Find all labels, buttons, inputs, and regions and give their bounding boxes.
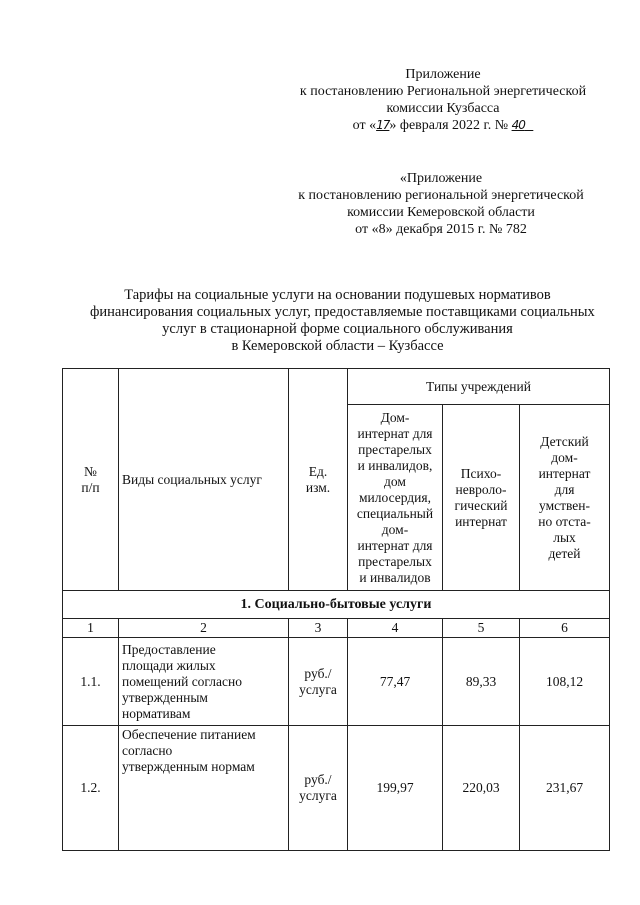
attachment-date-line [285,117,601,134]
header-line: Психо- [460,465,502,481]
header-line: невроло- [455,481,507,497]
header-num [63,369,119,591]
row-value-type1: 199,97 [348,726,443,851]
header-num-line: п/п [81,479,100,495]
service-line: утвержденным [122,689,208,705]
service-line: Предоставление [122,641,216,657]
header-line: специальный [356,505,434,521]
header-line: интернат для [357,425,433,441]
header-line: дом [384,473,406,489]
title-line-2: финансирования социальных услуг, предоставляемые поставщиками социальных [90,304,595,320]
service-line: утвержденным нормам [122,759,255,774]
unit-line: руб./ [304,665,332,681]
header-line: лых [553,529,576,545]
header-line: интернат для [357,537,433,553]
row-service [119,638,289,726]
header-unit [289,369,348,591]
header-unit-line: изм. [305,479,331,495]
unit-line: услуга [299,681,337,697]
header-line: Детский [540,433,589,449]
header-unit-line: Ед. [308,463,328,479]
row-num: 1.2. [63,726,119,851]
attachment-old-resolution: к постановлению региональной энергетической [298,188,584,203]
section-heading: 1. Социально-бытовые услуги [63,591,610,619]
title-line-3: услуг в стационарной форме социального обслуживания [162,321,513,337]
date-rest: » февраля 2022 г. № [389,118,512,133]
header-line: гический [454,497,508,513]
row-unit [289,638,348,726]
date-prefix: от « [352,118,377,133]
unit-line: руб./ [304,772,332,787]
service-line: площади жилых [122,657,216,673]
handwritten-day: 17 [376,118,390,132]
service-line: согласно [122,743,173,758]
header-line: милосердия, [359,489,431,505]
header-line: но отста- [538,513,591,529]
attachment-old-date: от «8» декабря 2015 г. № 782 [355,222,527,237]
attachment-old-commission: комиссии Кемеровской области [347,205,535,220]
handwritten-doc-number: 40 [511,118,525,132]
header-line: интернат [538,465,591,481]
row-value-type3: 108,12 [520,638,610,726]
attachment-commission: комиссии Кузбасса [386,101,500,116]
header-type-children-home [520,405,610,591]
row-num: 1.1. [63,638,119,726]
row-unit [289,726,348,851]
title-line-1: Тарифы на социальные услуги на основании подушевых нормативов [124,287,551,303]
header-line: умствен- [539,497,591,513]
tariffs-table [62,368,610,851]
col-number: 4 [348,619,443,638]
row-value-type1: 77,47 [348,638,443,726]
header-line: интернат [455,513,507,529]
table-row [63,638,610,726]
header-line: детей [548,545,581,561]
row-service [119,726,289,851]
attachment-resolution: к постановлению Региональной энергетической [299,84,587,99]
unit-line: услуга [299,788,337,803]
header-line: престарелых [358,441,432,457]
title-line-4: в Кемеровской области – Кузбассе [231,338,444,354]
row-value-type2: 89,33 [443,638,520,726]
header-type-nursing-home [348,405,443,591]
attachment-label: Приложение [405,67,481,82]
header-line: престарелых [358,553,432,569]
col-number: 2 [119,619,289,638]
header-line: дом- [381,521,409,537]
service-line: нормативам [122,705,191,721]
header-line: и инвалидов [359,569,431,585]
number-underline-tail [525,118,533,132]
col-number: 5 [443,619,520,638]
header-type-psychoneuro [443,405,520,591]
document-title [90,287,595,355]
table-row [63,726,610,851]
header-num-line: № [84,463,97,479]
header-line: для [554,481,575,497]
header-line: и инвалидов, [357,457,433,473]
header-service: Виды социальных услуг [119,369,289,591]
header-line: Дом- [380,409,410,425]
row-value-type2: 220,03 [443,726,520,851]
col-number: 1 [63,619,119,638]
service-line: Обеспечение питанием [122,727,256,742]
header-line: дом- [551,449,578,465]
col-number: 3 [289,619,348,638]
attachment-header-old [283,170,599,238]
attachment-old-label: «Приложение [399,171,483,186]
col-number: 6 [520,619,610,638]
row-value-type3: 231,67 [520,726,610,851]
service-line: помещений согласно [122,673,242,689]
header-institution-types: Типы учреждений [348,369,610,405]
attachment-header-new [285,66,601,134]
